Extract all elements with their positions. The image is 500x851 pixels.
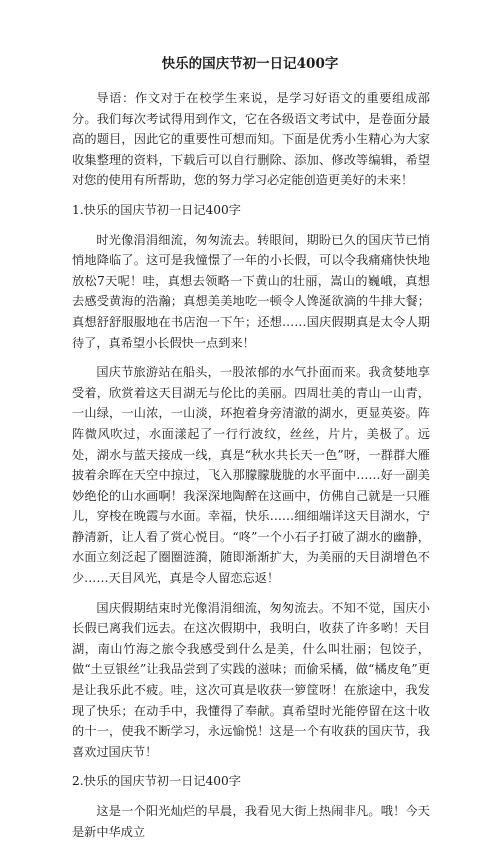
paragraph: 国庆假期结束时光像涓涓细流，匆匆流去。不知不觉，国庆小长假已离我们远去。在这次假期中，我明白，收获了许多哟！天目湖，南山竹海之旅令我感受到什么是美，什么叫壮丽；包饺子，做“土豆银丝”让我品尝到了实践的滋味；而偷采橘，做“橘皮龟”更是让我乐此不疲。哇，这次可真是收获一箩筐呀！在旅途中，我发现了快乐；在动手中，我懂得了奉献。真希望时光能停留在这十收的十一，使我不断学习，永远愉悦！这是一个有收获的国庆节，我喜欢过国庆节！ [72, 600, 430, 759]
paragraph: 这是一个阳光灿烂的早晨，我看见大街上热闹非凡。哦！今天是新中华成立 [72, 804, 430, 839]
section-heading: 2.快乐的国庆节初一日记400字 [72, 774, 241, 789]
section-heading: 1.快乐的国庆节初一日记400字 [72, 202, 241, 217]
page-title: 快乐的国庆节初一日记400字 [161, 56, 339, 72]
paragraph: 国庆节旅游站在船头，一股浓郁的水气扑面而来。我贪婪地享受着，欣赏着这天目湖无与伦比的美丽。四周壮美的青山一山青，一山绿，一山浓，一山淡，环抱着身旁清澈的湖水，更显英姿。阵阵微风吹过，水面漾起了一行行波纹，丝丝，片片，美极了。远处，湖水与蓝天接成一线，真是“秋水共长天一色”呀，一群群大雁披着余晖在天空中掠过，飞入那朦朦胧胧的水平面中……好一副美妙绝伦的山水画啊！我深深地陶醉在这画中，仿佛自己就是一只雁儿，穿梭在晚霞与水面。幸福，快乐……细细端详这天目湖水，宁静清新，让人看了赏心悦目。“咚”一个小石子打破了湖水的幽静，水面立刻泛起了圈圈涟漪，随即渐渐扩大，为美丽的天目湖增色不少……天目风光，真是令人留恋忘返！ [72, 365, 430, 586]
document-body [72, 88, 430, 851]
intro-paragraph: 导语：作文对于在校学生来说，是学习好语文的重要组成部分。我们每次考试得用到作文，它在各级语文考试中，是卷面分最高的题目，因此它的重要性可想而知。下面是优秀小生精心为大家收集整理的资料，下载后可以自行删除、添加、修改等编辑，希望对您的使用有所帮助，您的努力学习必定能创造更美好的未来！ [72, 91, 430, 188]
paragraph: 时光像涓涓细流，匆匆流去。转眼间，期盼已久的国庆节已悄悄地降临了。这可是我憧憬了一年的小长假，可以令我痛痛快快地放松7天呢！哇，真想去领略一下黄山的壮丽，嵩山的巍峨，真想去感受黄海的浩瀚；真想美美地吃一顿令人馋涎欲滴的牛排大餐；真想舒舒服服地在书店泡一下午；还想……国庆假期真是太令人期待了，真希望小长假快一点到来！ [72, 232, 430, 350]
